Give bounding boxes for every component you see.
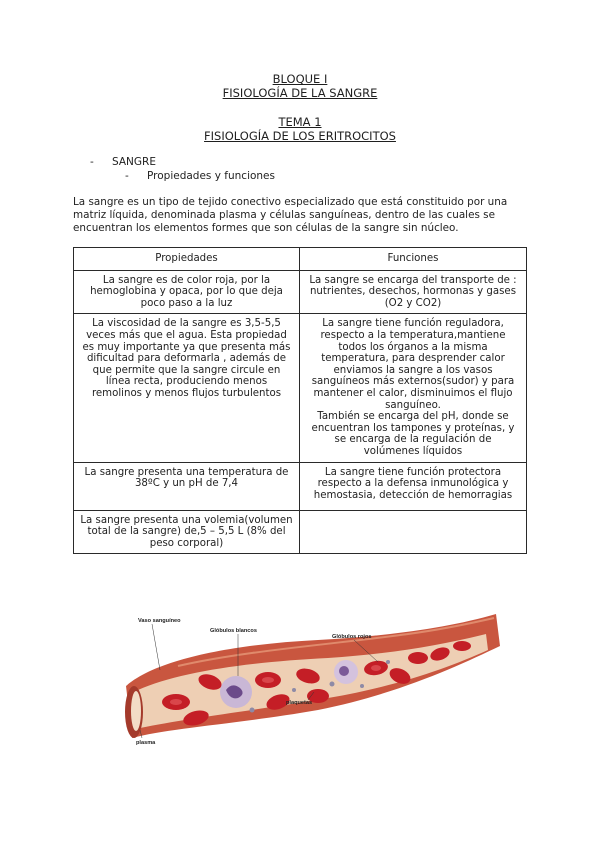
block-subtitle: FISIOLOGÍA DE LA SANGRE [222, 86, 378, 100]
intro-paragraph: La sangre es un tipo de tejido conectivo especializado que está constituido por una matriz líquida, denominada plasma y células sanguíneas, dentro de las cuales se encuentran los elementos formes que son células de la sangre sin núcleo. [73, 196, 508, 235]
white-blood-cell [334, 660, 358, 684]
outline-level1-text: SANGRE [112, 156, 156, 168]
table-row [74, 462, 527, 510]
red-blood-cell [453, 641, 471, 651]
table-cell: La sangre presenta una temperatura de 38ºC y un pH de 7,4 [74, 462, 300, 510]
table-cell: La sangre tiene función reguladora, respecto a la temperatura,mantiene todos los órganos a la misma temperatura, para desprender calor enviamos la sangre a los vasos sanguíneos más externos(sudor) y para mantener el calor, disminuimos el flujo sanguíneo. También se encarga del pH, donde se encuentran los tampones y proteínas, y se encarga de la regulación de volúmenes líquidos [300, 314, 527, 462]
outline-level2 [125, 170, 275, 183]
table-cell: La sangre presenta una volemia(volumen total de la sangre) de,5 – 5,5 L (8% del peso corporal) [74, 510, 300, 554]
label-plasma: plasma [136, 740, 156, 746]
table-row [74, 270, 527, 314]
table-cell [300, 510, 527, 554]
label-platelets: plaquetas [286, 700, 313, 706]
table-cell: La viscosidad de la sangre es 3,5-5,5 veces más que el agua. Esta propiedad es muy importante ya que presenta más dificultad para deformarla , además de que permite que la sangre circule en línea recta, produciendo menos remolinos y menos flujos turbulentos [74, 314, 300, 462]
blood-vessel-illustration [118, 606, 502, 756]
dash-marker: - [90, 156, 94, 168]
red-blood-cell [408, 652, 428, 664]
table-cell: La sangre se encarga del transporte de : nutrientes, desechos, hormonas y gases (O2 y CO2) [300, 270, 527, 314]
label-vessel: Vaso sanguíneo [138, 618, 181, 624]
vessel-opening-inner [131, 691, 141, 731]
table-row [74, 510, 527, 554]
table-cell: La sangre es de color roja, por la hemoglobina y opaca, por lo que deja poco paso a la luz [74, 270, 300, 314]
white-blood-cell [220, 676, 252, 708]
table-cell: La sangre tiene función protectora respecto a la defensa inmunológica y hemostasia, detección de hemorragias [300, 462, 527, 510]
properties-functions-table [73, 247, 527, 554]
header-functions: Funciones [300, 248, 527, 271]
topic-subtitle: FISIOLOGÍA DE LOS ERITROCITOS [204, 129, 396, 143]
header-properties: Propiedades [74, 248, 300, 271]
dash-marker: - [125, 170, 129, 182]
outline-level2-text: Propiedades y funciones [147, 170, 275, 182]
topic-title: TEMA 1 [278, 115, 322, 129]
label-red-cells: Glóbulos rojos [332, 634, 372, 640]
table-row [74, 314, 527, 462]
block-title: BLOQUE I [272, 72, 328, 86]
label-white-cells: Glóbulos blancos [210, 628, 257, 634]
table-header-row [74, 248, 527, 271]
outline-level1 [90, 156, 156, 169]
